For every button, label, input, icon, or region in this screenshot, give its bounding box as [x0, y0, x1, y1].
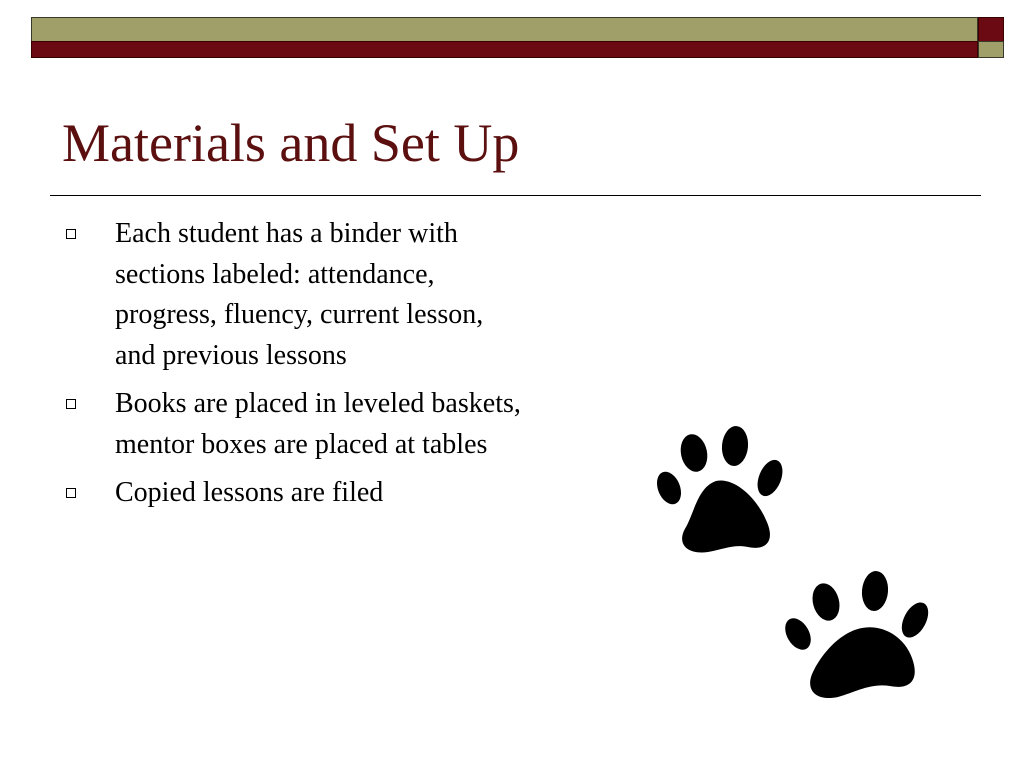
header-bar-olive: [31, 17, 978, 42]
hollow-square-bullet-icon: [66, 488, 76, 498]
hollow-square-bullet-icon: [66, 399, 76, 409]
title-divider: [50, 195, 981, 196]
bullet-item: [64, 214, 524, 376]
hollow-square-bullet-icon: [66, 229, 76, 239]
header-bar-maroon: [31, 41, 978, 58]
paw-print-icon: [652, 423, 790, 556]
paw-print-icon: [778, 566, 935, 702]
bullet-text: Each student has a binder with sections labeled: attendance, progress, fluency, current lesson, and previous lessons: [115, 218, 484, 371]
header-square-maroon: [978, 17, 1004, 42]
bullet-item: [64, 384, 524, 465]
bullet-item: [64, 473, 524, 514]
bullet-text: Copied lessons are filed: [115, 477, 384, 508]
slide-title: Materials and Set Up: [62, 113, 520, 173]
bullet-list: [64, 214, 524, 522]
header-square-olive: [978, 41, 1004, 58]
bullet-text: Books are placed in leveled baskets, mentor boxes are placed at tables: [115, 388, 521, 460]
